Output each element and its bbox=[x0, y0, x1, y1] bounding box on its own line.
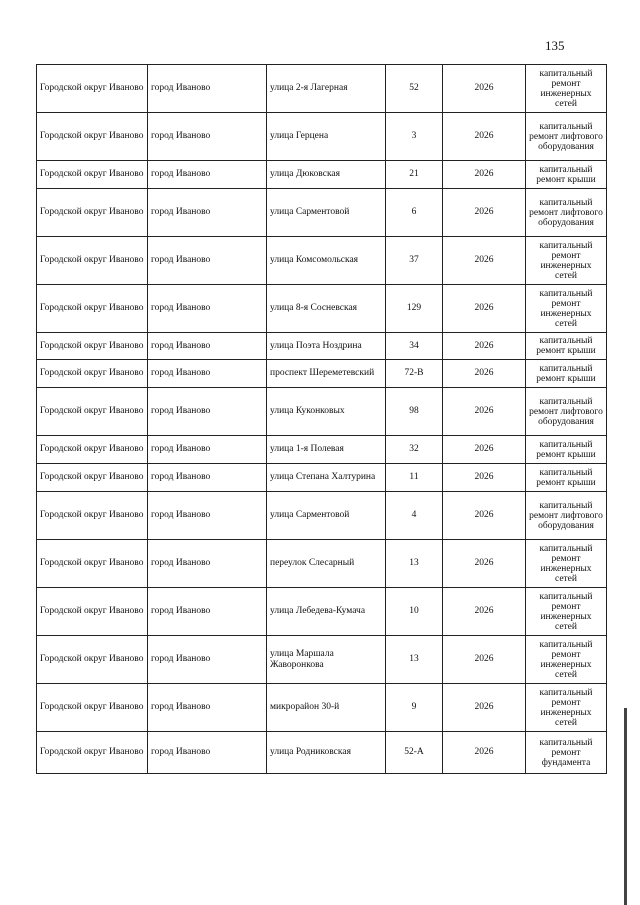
year-cell: 2026 bbox=[443, 732, 526, 774]
year-cell: 2026 bbox=[443, 113, 526, 161]
city-cell: город Иваново bbox=[148, 285, 267, 333]
work-type-cell: капитальный ремонт крыши bbox=[526, 436, 607, 464]
city-cell: город Иваново bbox=[148, 360, 267, 388]
district-cell: Городской округ Иваново bbox=[37, 492, 148, 540]
city-cell: город Иваново bbox=[148, 636, 267, 684]
work-type-cell: капитальный ремонт крыши bbox=[526, 464, 607, 492]
work-type-cell: капитальный ремонт инженерных сетей bbox=[526, 65, 607, 113]
house-cell: 129 bbox=[386, 285, 443, 333]
year-cell: 2026 bbox=[443, 588, 526, 636]
page-number: 135 bbox=[545, 38, 565, 53]
district-cell: Городской округ Иваново bbox=[37, 732, 148, 774]
district-cell: Городской округ Иваново bbox=[37, 636, 148, 684]
city-cell: город Иваново bbox=[148, 492, 267, 540]
district-cell: Городской округ Иваново bbox=[37, 113, 148, 161]
house-cell: 32 bbox=[386, 436, 443, 464]
year-cell: 2026 bbox=[443, 636, 526, 684]
city-cell: город Иваново bbox=[148, 684, 267, 732]
year-cell: 2026 bbox=[443, 65, 526, 113]
district-cell: Городской округ Иваново bbox=[37, 285, 148, 333]
district-cell: Городской округ Иваново bbox=[37, 161, 148, 189]
table-row bbox=[37, 113, 607, 161]
house-cell: 37 bbox=[386, 237, 443, 285]
street-cell: улица Родниковская bbox=[267, 732, 386, 774]
work-type-cell: капитальный ремонт крыши bbox=[526, 333, 607, 360]
city-cell: город Иваново bbox=[148, 540, 267, 588]
street-cell: улица Поэта Ноздрина bbox=[267, 333, 386, 360]
city-cell: город Иваново bbox=[148, 237, 267, 285]
table-row bbox=[37, 588, 607, 636]
year-cell: 2026 bbox=[443, 333, 526, 360]
table-row bbox=[37, 161, 607, 189]
year-cell: 2026 bbox=[443, 436, 526, 464]
table-row bbox=[37, 464, 607, 492]
district-cell: Городской округ Иваново bbox=[37, 333, 148, 360]
table-row bbox=[37, 436, 607, 464]
city-cell: город Иваново bbox=[148, 732, 267, 774]
house-cell: 34 bbox=[386, 333, 443, 360]
city-cell: город Иваново bbox=[148, 161, 267, 189]
street-cell: улица 8-я Сосневская bbox=[267, 285, 386, 333]
table-row bbox=[37, 732, 607, 774]
district-cell: Городской округ Иваново bbox=[37, 388, 148, 436]
street-cell: улица Сарментовой bbox=[267, 492, 386, 540]
work-type-cell: капитальный ремонт крыши bbox=[526, 161, 607, 189]
district-cell: Городской округ Иваново bbox=[37, 436, 148, 464]
year-cell: 2026 bbox=[443, 360, 526, 388]
table-row bbox=[37, 636, 607, 684]
district-cell: Городской округ Иваново bbox=[37, 65, 148, 113]
city-cell: город Иваново bbox=[148, 388, 267, 436]
work-type-cell: капитальный ремонт крыши bbox=[526, 360, 607, 388]
table-row bbox=[37, 333, 607, 360]
house-cell: 52 bbox=[386, 65, 443, 113]
street-cell: улица Лебедева-Кумача bbox=[267, 588, 386, 636]
street-cell: улица Маршала Жаворонкова bbox=[267, 636, 386, 684]
street-cell: проспект Шереметевский bbox=[267, 360, 386, 388]
street-cell: микрорайон 30-й bbox=[267, 684, 386, 732]
table-row bbox=[37, 65, 607, 113]
city-cell: город Иваново bbox=[148, 588, 267, 636]
work-type-cell: капитальный ремонт инженерных сетей bbox=[526, 285, 607, 333]
city-cell: город Иваново bbox=[148, 436, 267, 464]
table-row bbox=[37, 492, 607, 540]
scan-edge-line bbox=[624, 708, 627, 905]
house-cell: 4 bbox=[386, 492, 443, 540]
city-cell: город Иваново bbox=[148, 65, 267, 113]
house-cell: 98 bbox=[386, 388, 443, 436]
district-cell: Городской округ Иваново bbox=[37, 464, 148, 492]
work-type-cell: капитальный ремонт инженерных сетей bbox=[526, 636, 607, 684]
year-cell: 2026 bbox=[443, 492, 526, 540]
table-row bbox=[37, 237, 607, 285]
work-type-cell: капитальный ремонт лифтового оборудования bbox=[526, 113, 607, 161]
year-cell: 2026 bbox=[443, 285, 526, 333]
table-row bbox=[37, 285, 607, 333]
street-cell: улица 2-я Лагерная bbox=[267, 65, 386, 113]
year-cell: 2026 bbox=[443, 684, 526, 732]
house-cell: 13 bbox=[386, 540, 443, 588]
street-cell: улица Дюковская bbox=[267, 161, 386, 189]
district-cell: Городской округ Иваново bbox=[37, 237, 148, 285]
street-cell: улица Герцена bbox=[267, 113, 386, 161]
street-cell: улица Комсомольская bbox=[267, 237, 386, 285]
repair-schedule-table bbox=[36, 64, 607, 774]
work-type-cell: капитальный ремонт инженерных сетей bbox=[526, 237, 607, 285]
street-cell: улица 1-я Полевая bbox=[267, 436, 386, 464]
city-cell: город Иваново bbox=[148, 333, 267, 360]
work-type-cell: капитальный ремонт лифтового оборудования bbox=[526, 388, 607, 436]
house-cell: 9 bbox=[386, 684, 443, 732]
work-type-cell: капитальный ремонт лифтового оборудования bbox=[526, 492, 607, 540]
year-cell: 2026 bbox=[443, 161, 526, 189]
table-row bbox=[37, 360, 607, 388]
house-cell: 6 bbox=[386, 189, 443, 237]
work-type-cell: капитальный ремонт инженерных сетей bbox=[526, 540, 607, 588]
year-cell: 2026 bbox=[443, 237, 526, 285]
house-cell: 21 bbox=[386, 161, 443, 189]
work-type-cell: капитальный ремонт инженерных сетей bbox=[526, 588, 607, 636]
city-cell: город Иваново bbox=[148, 113, 267, 161]
house-cell: 3 bbox=[386, 113, 443, 161]
year-cell: 2026 bbox=[443, 464, 526, 492]
street-cell: улица Степана Халтурина bbox=[267, 464, 386, 492]
city-cell: город Иваново bbox=[148, 464, 267, 492]
city-cell: город Иваново bbox=[148, 189, 267, 237]
table-row bbox=[37, 388, 607, 436]
house-cell: 11 bbox=[386, 464, 443, 492]
district-cell: Городской округ Иваново bbox=[37, 540, 148, 588]
district-cell: Городской округ Иваново bbox=[37, 360, 148, 388]
street-cell: улица Куконковых bbox=[267, 388, 386, 436]
district-cell: Городской округ Иваново bbox=[37, 588, 148, 636]
year-cell: 2026 bbox=[443, 388, 526, 436]
house-cell: 52-А bbox=[386, 732, 443, 774]
district-cell: Городской округ Иваново bbox=[37, 189, 148, 237]
work-type-cell: капитальный ремонт фундамента bbox=[526, 732, 607, 774]
work-type-cell: капитальный ремонт инженерных сетей bbox=[526, 684, 607, 732]
table-row bbox=[37, 189, 607, 237]
district-cell: Городской округ Иваново bbox=[37, 684, 148, 732]
year-cell: 2026 bbox=[443, 540, 526, 588]
year-cell: 2026 bbox=[443, 189, 526, 237]
house-cell: 72-В bbox=[386, 360, 443, 388]
house-cell: 13 bbox=[386, 636, 443, 684]
table-row bbox=[37, 540, 607, 588]
table-row bbox=[37, 684, 607, 732]
street-cell: переулок Слесарный bbox=[267, 540, 386, 588]
work-type-cell: капитальный ремонт лифтового оборудования bbox=[526, 189, 607, 237]
street-cell: улица Сарментовой bbox=[267, 189, 386, 237]
house-cell: 10 bbox=[386, 588, 443, 636]
